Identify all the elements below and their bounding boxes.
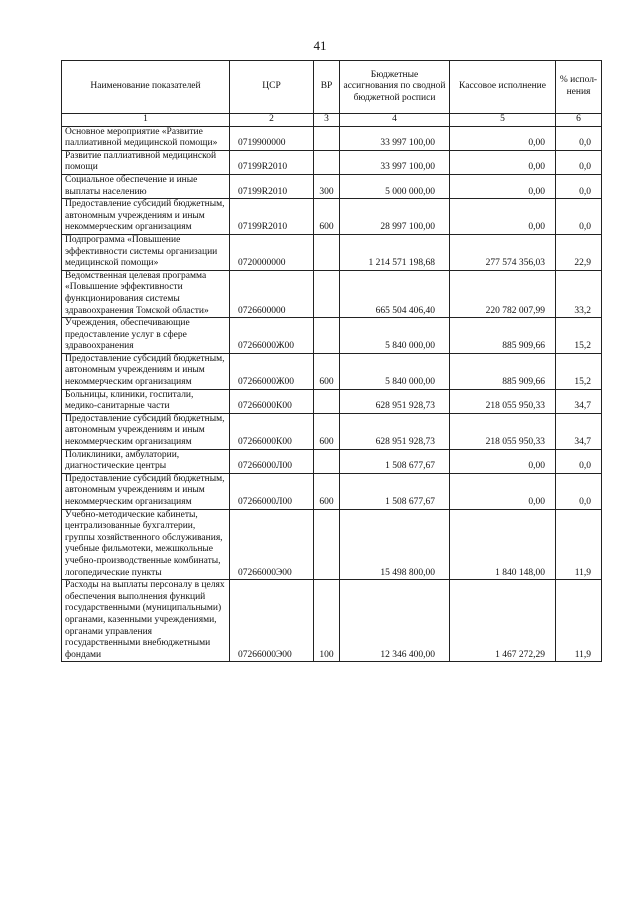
row-name-cell: Предоставление субсидий бюджетным, автономным учреждениям и иным некоммерческим организациям (62, 353, 230, 389)
row-execution-percent-cell: 0,0 (556, 449, 602, 473)
row-csr-cell: 07266000К00 (230, 389, 314, 413)
table-row (62, 199, 602, 235)
page-number: 41 (313, 38, 327, 53)
row-name-cell: Учебно-методические кабинеты, централизованные бухгалтерии, группы хозяйственного обслуживания, учебные фильмотеки, межшкольные учебно-производственные комбинаты, логопедические пункты (62, 509, 230, 580)
row-name-cell: Предоставление субсидий бюджетным, автономным учреждениям и иным некоммерческим организациям (62, 199, 230, 235)
row-execution-percent-cell: 11,9 (556, 509, 602, 580)
column-number: 6 (556, 114, 602, 127)
row-cash-execution-cell: 0,00 (450, 473, 556, 509)
table-row (62, 473, 602, 509)
row-cash-execution-cell: 0,00 (450, 150, 556, 174)
budget-execution-table (61, 60, 602, 662)
table-row (62, 580, 602, 662)
row-vr-cell (314, 449, 340, 473)
row-name-cell: Расходы на выплаты персоналу в целях обеспечения выполнения функций государственными (муниципальными) органами, казенными учреждениями, органами управления государственными внебюджетными фондами (62, 580, 230, 662)
row-assignment-cell: 33 997 100,00 (340, 150, 450, 174)
row-vr-cell: 600 (314, 473, 340, 509)
row-vr-cell (314, 150, 340, 174)
row-vr-cell (314, 318, 340, 354)
row-csr-cell: 07266000Э00 (230, 580, 314, 662)
row-vr-cell (314, 509, 340, 580)
row-cash-execution-cell: 220 782 007,99 (450, 270, 556, 317)
column-number: 2 (230, 114, 314, 127)
table-row (62, 413, 602, 449)
row-csr-cell: 0719900000 (230, 126, 314, 150)
column-number: 4 (340, 114, 450, 127)
row-csr-cell: 07199R2010 (230, 174, 314, 198)
row-name-cell: Предоставление субсидий бюджетным, автономным учреждениям и иным некоммерческим организациям (62, 413, 230, 449)
row-execution-percent-cell: 0,0 (556, 473, 602, 509)
row-execution-percent-cell: 33,2 (556, 270, 602, 317)
row-execution-percent-cell: 0,0 (556, 199, 602, 235)
row-assignment-cell: 5 000 000,00 (340, 174, 450, 198)
header-name: Наименование показателей (62, 61, 230, 114)
table-row (62, 449, 602, 473)
table-row (62, 126, 602, 150)
row-name-cell: Подпрограмма «Повышение эффективности системы организации медицинской помощи» (62, 234, 230, 270)
row-vr-cell (314, 126, 340, 150)
row-vr-cell: 600 (314, 353, 340, 389)
row-cash-execution-cell: 0,00 (450, 199, 556, 235)
row-execution-percent-cell: 15,2 (556, 353, 602, 389)
row-csr-cell: 07266000Ж00 (230, 318, 314, 354)
row-csr-cell: 07199R2010 (230, 150, 314, 174)
row-execution-percent-cell: 0,0 (556, 126, 602, 150)
row-assignment-cell: 33 997 100,00 (340, 126, 450, 150)
header-csr: ЦСР (230, 61, 314, 114)
row-name-cell: Социальное обеспечение и иные выплаты населению (62, 174, 230, 198)
row-execution-percent-cell: 11,9 (556, 580, 602, 662)
row-execution-percent-cell: 22,9 (556, 234, 602, 270)
row-assignment-cell: 28 997 100,00 (340, 199, 450, 235)
row-cash-execution-cell: 0,00 (450, 449, 556, 473)
header-execution-percent: % испол-нения (556, 61, 602, 114)
row-cash-execution-cell: 0,00 (450, 174, 556, 198)
row-cash-execution-cell: 277 574 356,03 (450, 234, 556, 270)
row-vr-cell: 100 (314, 580, 340, 662)
column-number: 5 (450, 114, 556, 127)
row-csr-cell: 07266000Ж00 (230, 353, 314, 389)
row-assignment-cell: 15 498 800,00 (340, 509, 450, 580)
row-name-cell: Больницы, клиники, госпитали, медико-санитарные части (62, 389, 230, 413)
row-cash-execution-cell: 1 840 148,00 (450, 509, 556, 580)
row-name-cell: Ведомственная целевая программа «Повышение эффективности функционирования системы здравоохранения Томской области» (62, 270, 230, 317)
row-csr-cell: 0726600000 (230, 270, 314, 317)
table-row (62, 509, 602, 580)
row-execution-percent-cell: 0,0 (556, 174, 602, 198)
header-row (62, 61, 602, 114)
row-assignment-cell: 1 508 677,67 (340, 449, 450, 473)
row-csr-cell: 07266000Л00 (230, 449, 314, 473)
row-cash-execution-cell: 0,00 (450, 126, 556, 150)
row-vr-cell (314, 389, 340, 413)
row-assignment-cell: 628 951 928,73 (340, 413, 450, 449)
row-cash-execution-cell: 218 055 950,33 (450, 413, 556, 449)
table-row (62, 234, 602, 270)
column-number: 3 (314, 114, 340, 127)
row-execution-percent-cell: 34,7 (556, 413, 602, 449)
row-name-cell: Поликлиники, амбулатории, диагностические центры (62, 449, 230, 473)
row-assignment-cell: 12 346 400,00 (340, 580, 450, 662)
table-row (62, 174, 602, 198)
row-cash-execution-cell: 885 909,66 (450, 353, 556, 389)
header-cash-execution: Кассовое исполнение (450, 61, 556, 114)
column-number-row (62, 114, 602, 127)
row-cash-execution-cell: 1 467 272,29 (450, 580, 556, 662)
row-vr-cell: 600 (314, 199, 340, 235)
row-cash-execution-cell: 218 055 950,33 (450, 389, 556, 413)
table-row (62, 150, 602, 174)
row-vr-cell: 600 (314, 413, 340, 449)
row-cash-execution-cell: 885 909,66 (450, 318, 556, 354)
row-vr-cell (314, 234, 340, 270)
table-row (62, 353, 602, 389)
column-number: 1 (62, 114, 230, 127)
row-name-cell: Основное мероприятие «Развитие паллиативной медицинской помощи» (62, 126, 230, 150)
table-row (62, 389, 602, 413)
row-vr-cell (314, 270, 340, 317)
row-assignment-cell: 5 840 000,00 (340, 353, 450, 389)
row-execution-percent-cell: 0,0 (556, 150, 602, 174)
row-csr-cell: 07266000К00 (230, 413, 314, 449)
row-assignment-cell: 665 504 406,40 (340, 270, 450, 317)
row-csr-cell: 0720000000 (230, 234, 314, 270)
row-execution-percent-cell: 34,7 (556, 389, 602, 413)
row-name-cell: Учреждения, обеспечивающие предоставление услуг в сфере здравоохранения (62, 318, 230, 354)
row-assignment-cell: 5 840 000,00 (340, 318, 450, 354)
header-vr: ВР (314, 61, 340, 114)
row-name-cell: Развитие паллиативной медицинской помощи (62, 150, 230, 174)
row-vr-cell: 300 (314, 174, 340, 198)
row-execution-percent-cell: 15,2 (556, 318, 602, 354)
row-name-cell: Предоставление субсидий бюджетным, автономным учреждениям и иным некоммерческим организациям (62, 473, 230, 509)
row-csr-cell: 07266000Э00 (230, 509, 314, 580)
table-row (62, 318, 602, 354)
row-assignment-cell: 628 951 928,73 (340, 389, 450, 413)
row-csr-cell: 07199R2010 (230, 199, 314, 235)
row-assignment-cell: 1 508 677,67 (340, 473, 450, 509)
row-assignment-cell: 1 214 571 198,68 (340, 234, 450, 270)
header-assignments: Бюджетные ассигнования по сводной бюджетной росписи (340, 61, 450, 114)
row-csr-cell: 07266000Л00 (230, 473, 314, 509)
table-row (62, 270, 602, 317)
